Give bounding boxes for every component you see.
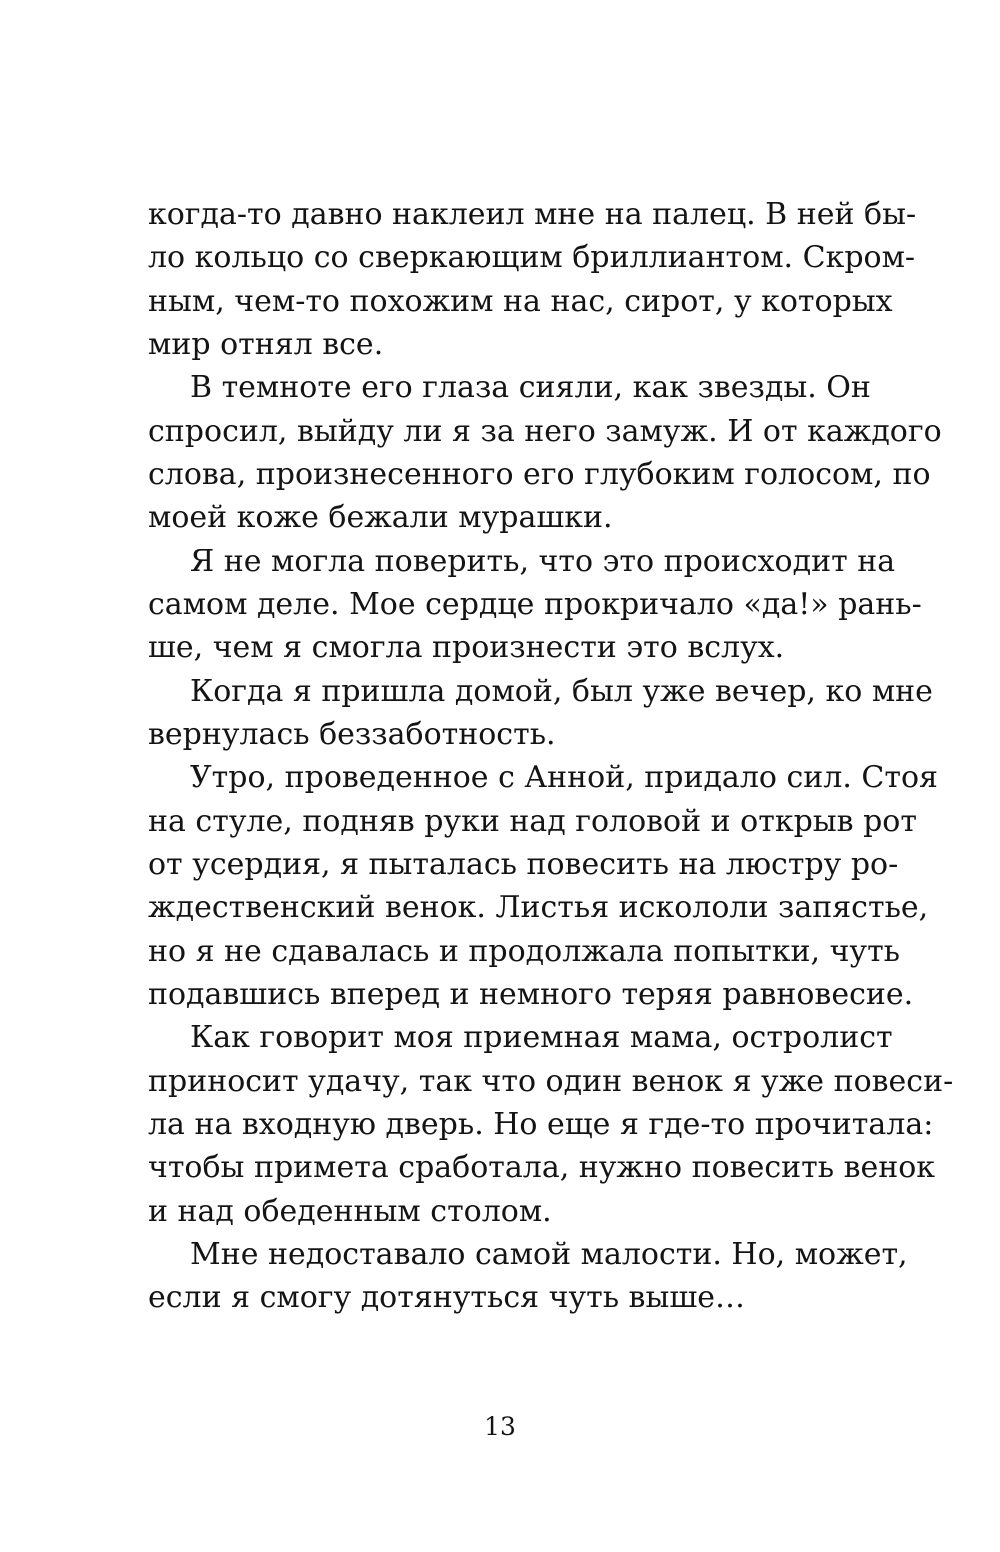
text-line: мир отнял все. — [148, 326, 384, 362]
body-text — [148, 193, 954, 1320]
text-line: ла на входную дверь. Но еще я где-то прочитала: — [148, 1106, 934, 1142]
text-line: слова, произнесенного его глубоким голосом, по — [148, 456, 931, 492]
text-line: ше, чем я смогла произнести это вслух. — [148, 630, 785, 666]
paragraph-first-line: Когда я пришла домой, был уже вечер, ко мне — [190, 673, 933, 709]
paragraph-first-line: В темноте его глаза сияли, как звезды. Он — [190, 370, 871, 406]
text-line: вернулась беззаботность. — [148, 716, 556, 752]
text-line: ло кольцо со сверкающим бриллиантом. Скром- — [148, 240, 916, 276]
text-line: самом деле. Мое сердце прокричало «да!» рань- — [148, 586, 922, 622]
text-line: спросил, выйду ли я за него замуж. И от каждого — [148, 413, 942, 449]
text-line: чтобы примета сработала, нужно повесить венок — [148, 1150, 936, 1186]
text-line: и над обеденным столом. — [148, 1193, 552, 1229]
text-line: ным, чем-то похожим на нас, сирот, у которых — [148, 283, 893, 319]
text-line: если я смогу дотянуться чуть выше… — [148, 1280, 745, 1316]
paragraph-first-line: Мне недоставало самой малости. Но, может, — [190, 1236, 908, 1272]
page-number: 13 — [484, 1412, 516, 1441]
text-line: ждественский венок. Листья искололи запястье, — [148, 890, 929, 926]
text-line: подавшись вперед и немного теряя равновесие. — [148, 976, 914, 1012]
text-line: приносит удачу, так что один венок я уже повеси- — [148, 1063, 954, 1099]
paragraph-first-line: Утро, проведенное с Анной, придало сил. Стоя — [190, 760, 938, 796]
paragraph-first-line: Как говорит моя приемная мама, остролист — [190, 1020, 893, 1056]
text-line: но я не сдавалась и продолжала попытки, чуть — [148, 933, 900, 969]
text-line: моей коже бежали мурашки. — [148, 500, 613, 536]
text-line: от усердия, я пыталась повесить на люстру ро- — [148, 846, 899, 882]
paragraph-first-line: Я не могла поверить, что это происходит на — [190, 543, 896, 579]
text-line: когда-то давно наклеил мне на палец. В ней бы- — [148, 197, 917, 232]
text-line: на стуле, подняв руки над головой и открыв рот — [148, 803, 917, 839]
